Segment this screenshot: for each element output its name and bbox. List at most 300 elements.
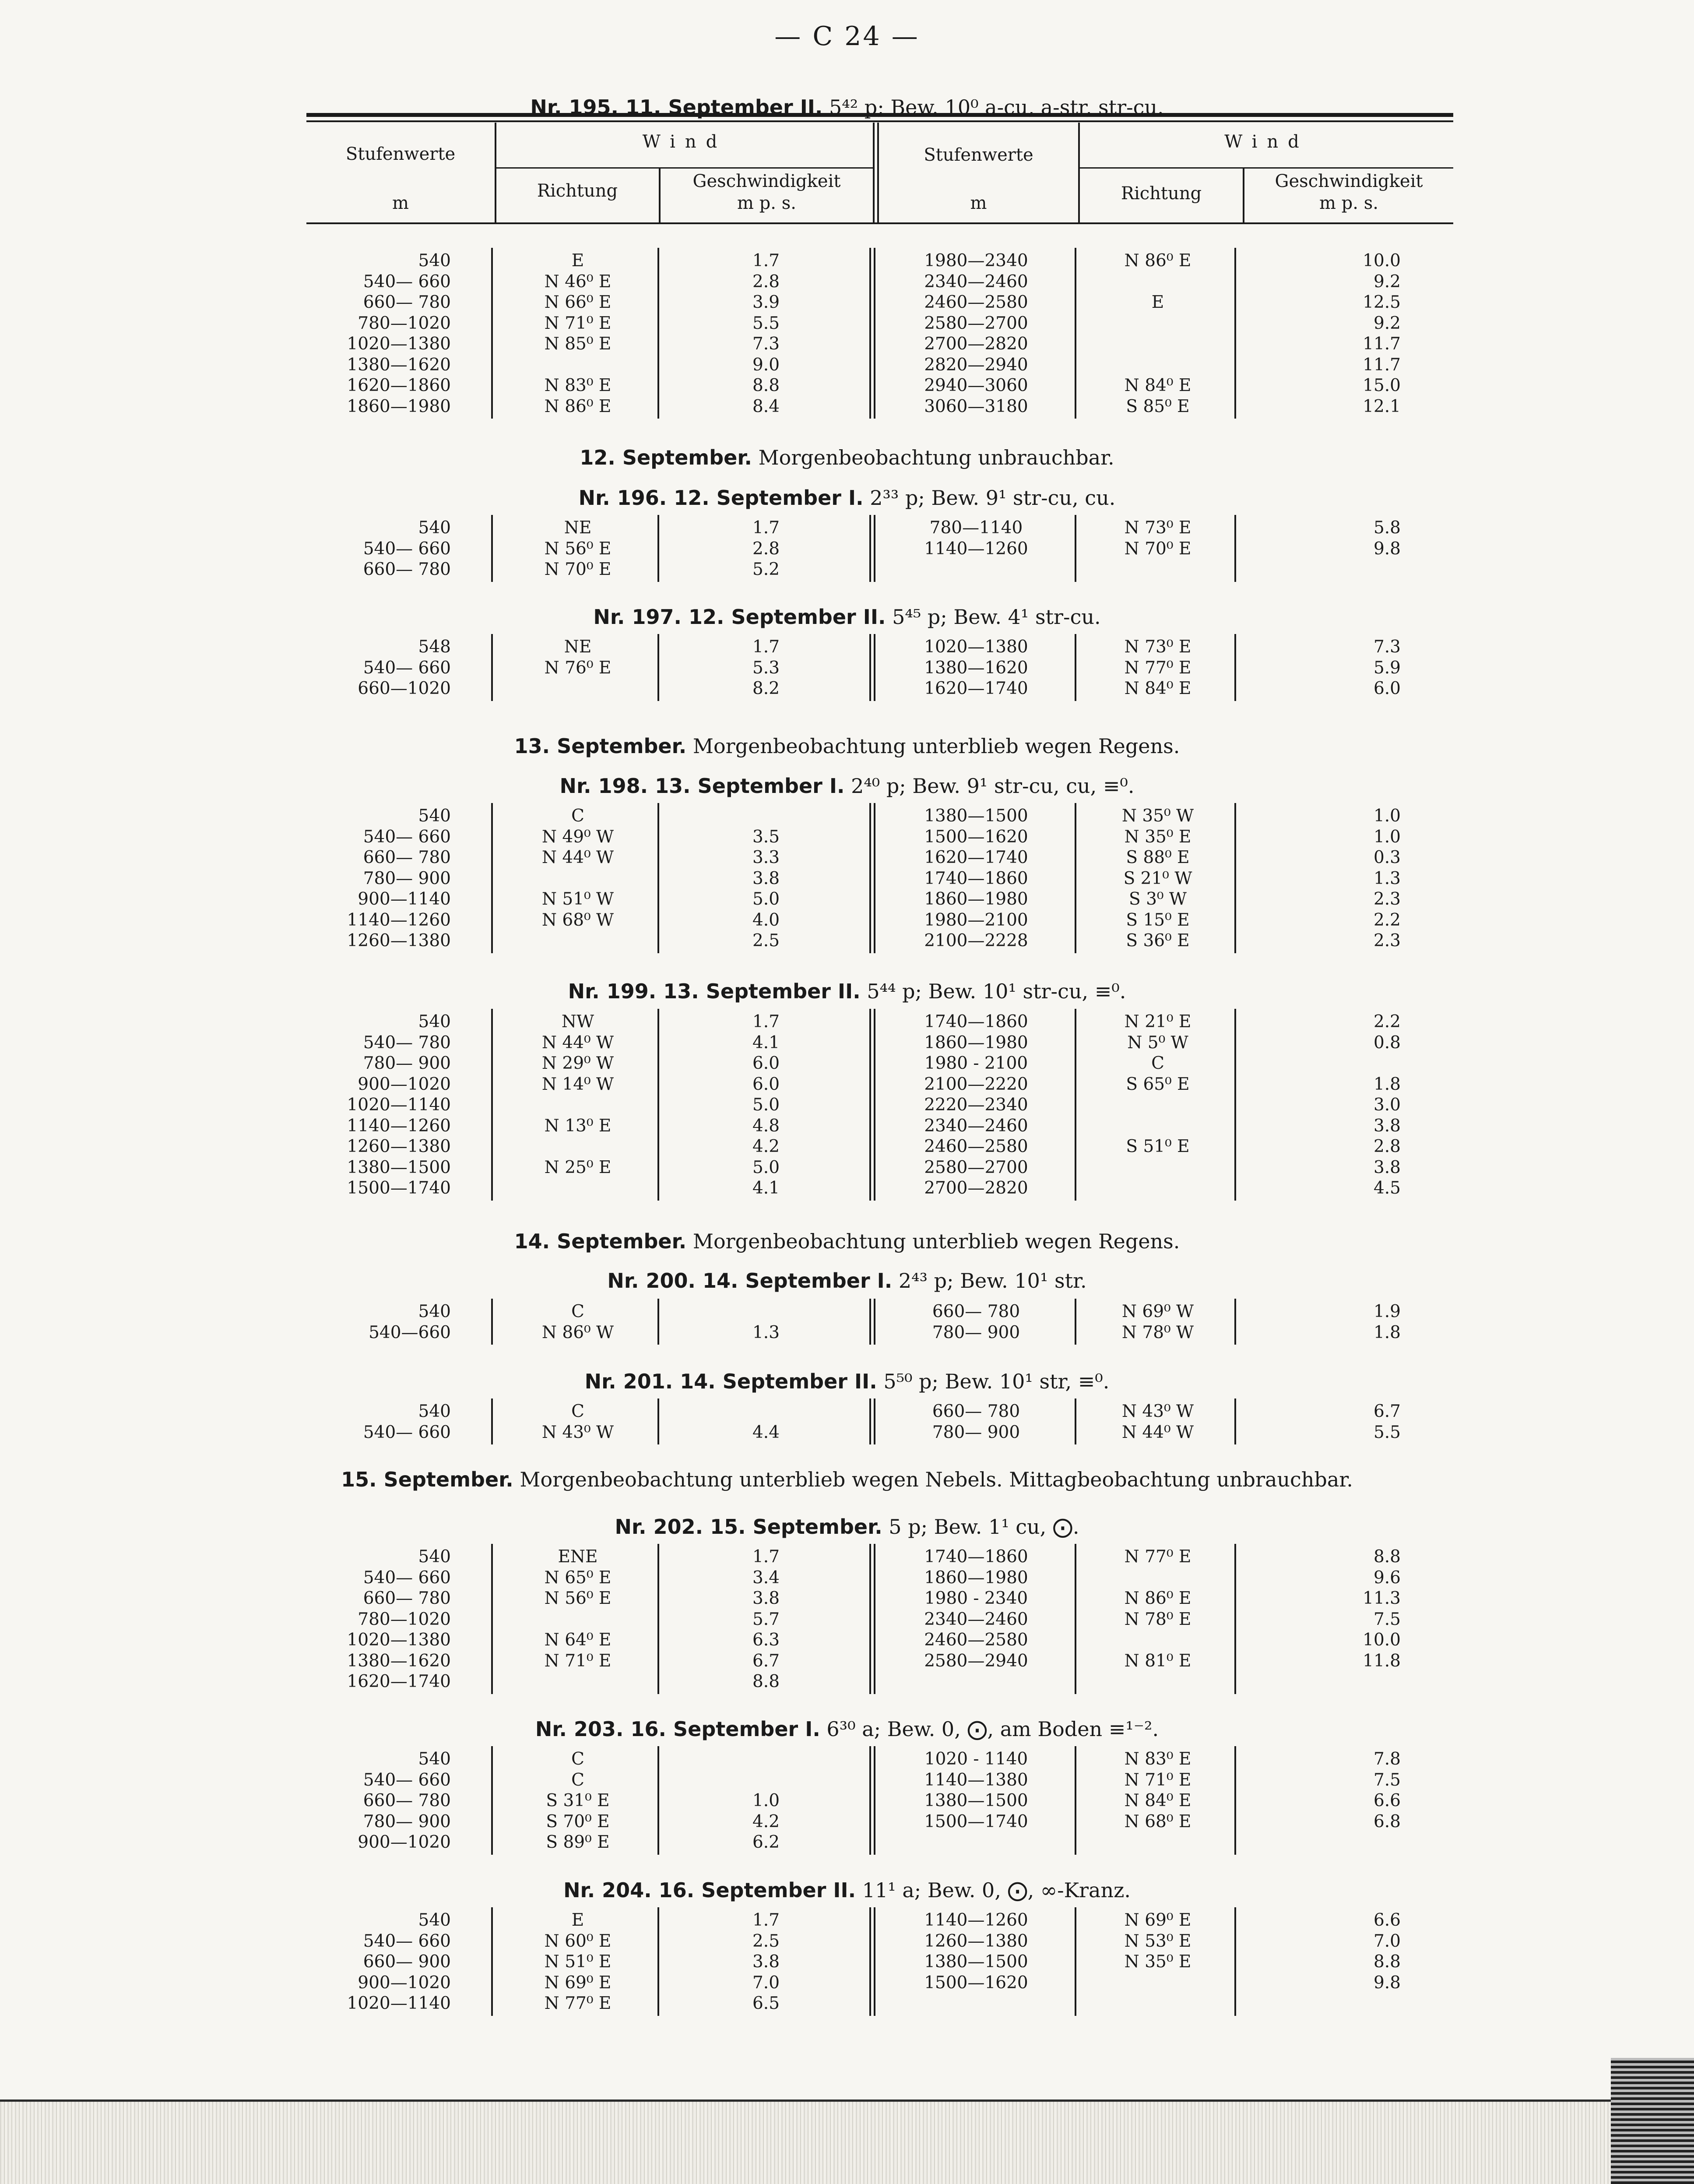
header-mps-left: m p. s. [737, 193, 796, 213]
direction-cell: N 66⁰ E [544, 292, 612, 312]
column-rule [657, 1746, 659, 1855]
column-double-rule [869, 1746, 875, 1855]
section-number: Nr. 201. 14. September II. [584, 1370, 877, 1393]
altitude-cell: 1860—1980 [924, 1032, 1028, 1053]
speed-cell: 5.8 [1373, 518, 1401, 538]
direction-cell: N 13⁰ E [544, 1116, 612, 1136]
direction-cell: N 35⁰ W [1121, 806, 1194, 826]
altitude-cell: 540— 780 [363, 1032, 451, 1053]
section-title [0, 95, 1694, 119]
note-date: 13. September. [514, 734, 687, 758]
altitude-cell: 2460—2580 [924, 1137, 1028, 1156]
direction-cell: N 56⁰ E [544, 539, 612, 559]
altitude-cell: 540— 660 [363, 1931, 451, 1951]
direction-cell: C [1151, 1053, 1164, 1073]
speed-cell: 9.8 [1373, 1973, 1401, 1993]
speed-cell: 4.2 [752, 1137, 780, 1156]
direction-cell: N 85⁰ E [544, 334, 612, 354]
altitude-cell: 2340—2460 [924, 1116, 1028, 1136]
header-wind-rule-right [1080, 167, 1453, 169]
altitude-cell: 900—1020 [358, 1973, 451, 1993]
speed-cell: 5.9 [1373, 658, 1401, 678]
column-rule [491, 248, 493, 419]
altitude-cell: 780—1140 [929, 518, 1023, 538]
speed-cell: 6.3 [752, 1630, 780, 1650]
altitude-cell: 1380—1500 [924, 1791, 1028, 1811]
altitude-cell: 1620—1740 [924, 679, 1028, 698]
direction-cell: NE [564, 518, 592, 538]
column-rule [657, 1544, 659, 1694]
column-rule [1075, 634, 1076, 701]
speed-cell: 7.3 [752, 334, 780, 354]
section-title [0, 1878, 1694, 1902]
direction-cell: N 70⁰ E [1124, 539, 1191, 559]
speed-cell: 8.8 [752, 376, 780, 395]
column-double-rule [869, 515, 875, 582]
direction-cell: N 51⁰ E [544, 1952, 612, 1972]
altitude-cell: 2100—2228 [924, 931, 1028, 951]
column-rule [491, 1746, 493, 1855]
direction-cell: S 88⁰ E [1126, 848, 1190, 867]
altitude-cell: 1260—1380 [924, 1931, 1028, 1951]
altitude-cell: 1740—1860 [924, 1012, 1028, 1032]
altitude-cell: 900—1020 [358, 1074, 451, 1094]
direction-cell: N 43⁰ W [541, 1422, 614, 1442]
altitude-cell: 540— 660 [363, 827, 451, 847]
speed-cell: 0.8 [1373, 1032, 1401, 1053]
altitude-cell: 1020—1380 [924, 637, 1028, 657]
direction-cell: C [571, 1302, 584, 1321]
speed-cell: 9.2 [1373, 271, 1401, 292]
altitude-cell: 2700—2820 [924, 1178, 1028, 1198]
direction-cell: N 78⁰ W [1121, 1322, 1194, 1342]
header-mps-right: m p. s. [1319, 193, 1378, 213]
speed-cell: 1.0 [1373, 827, 1401, 847]
altitude-cell: 780—1020 [358, 313, 451, 333]
speed-cell: 4.1 [752, 1032, 780, 1053]
speed-cell: 7.0 [1373, 1931, 1401, 1951]
direction-cell: N 35⁰ E [1124, 1952, 1191, 1972]
section-number: Nr. 203. 16. September I. [535, 1717, 820, 1741]
speed-cell: 3.4 [752, 1568, 780, 1588]
speed-cell: 2.8 [752, 539, 780, 559]
speed-cell: 1.0 [1373, 806, 1401, 826]
section-conditions: 11¹ a; Bew. 0, ⨀, ∞-Kranz. [856, 1878, 1131, 1902]
altitude-cell: 2220—2340 [924, 1095, 1028, 1115]
direction-cell: N 86⁰ E [1124, 251, 1191, 271]
column-rule [1075, 1746, 1076, 1855]
altitude-cell: 1980—2100 [924, 910, 1028, 930]
section-number: Nr. 195. 11. September II. [530, 95, 823, 119]
column-double-rule [869, 1299, 875, 1345]
altitude-cell: 540 [418, 1749, 451, 1769]
speed-cell: 5.5 [752, 313, 780, 333]
note-text: Morgenbeobachtung unbrauchbar. [752, 446, 1114, 469]
altitude-cell: 1380—1620 [347, 355, 451, 375]
altitude-cell: 2580—2700 [924, 1157, 1028, 1177]
column-rule [1075, 1544, 1076, 1694]
direction-cell: N 77⁰ E [544, 1994, 612, 2013]
speed-cell: 11.7 [1363, 334, 1401, 354]
altitude-cell: 2940—3060 [924, 376, 1028, 395]
direction-cell: N 53⁰ E [1124, 1931, 1191, 1951]
section-title [0, 1370, 1694, 1393]
speed-cell: 1.3 [752, 1322, 780, 1342]
direction-cell: S 36⁰ E [1126, 931, 1190, 951]
section-title [0, 1269, 1694, 1293]
direction-cell: N 84⁰ E [1124, 1791, 1191, 1811]
section-note [0, 734, 1694, 758]
direction-cell: ENE [558, 1547, 598, 1567]
header-stufenwerte-left: Stufenwerte [345, 144, 456, 164]
speed-cell: 1.8 [1373, 1074, 1401, 1094]
direction-cell: N 77⁰ E [1124, 658, 1191, 678]
altitude-cell: 2820—2940 [924, 355, 1028, 375]
column-rule [1234, 1398, 1236, 1444]
altitude-cell: 1980 - 2100 [924, 1053, 1028, 1073]
section-note [0, 1468, 1694, 1491]
section-note [0, 1229, 1694, 1253]
direction-cell: S 21⁰ W [1123, 868, 1192, 888]
direction-cell: N 73⁰ E [1124, 637, 1191, 657]
direction-cell: N 29⁰ W [541, 1053, 614, 1073]
speed-cell: 2.2 [1373, 1012, 1401, 1032]
direction-cell: S 70⁰ E [546, 1811, 610, 1832]
altitude-cell: 1020—1380 [347, 1630, 451, 1650]
section-note [0, 446, 1694, 469]
direction-cell: E [571, 251, 584, 271]
column-rule [1234, 634, 1236, 701]
section-number: Nr. 196. 12. September I. [578, 486, 864, 510]
section-conditions: 5 p; Bew. 1¹ cu, ⨀. [882, 1515, 1079, 1539]
direction-cell: N 86⁰ E [1124, 1589, 1191, 1608]
speed-cell: 5.0 [752, 889, 780, 909]
altitude-cell: 1380—1500 [924, 806, 1028, 826]
direction-cell: N 44⁰ W [1121, 1422, 1194, 1442]
column-rule [1234, 1907, 1236, 2016]
altitude-cell: 540— 660 [363, 658, 451, 678]
direction-cell: N 35⁰ E [1124, 827, 1191, 847]
note-text: Morgenbeobachtung unterblieb wegen Nebels. Mittagbeobachtung unbrauchbar. [513, 1468, 1353, 1491]
column-rule [657, 1299, 659, 1345]
altitude-cell: 1980—2340 [924, 251, 1028, 271]
speed-cell: 1.9 [1373, 1302, 1401, 1321]
direction-cell: S 89⁰ E [546, 1832, 610, 1852]
altitude-cell: 660— 780 [363, 560, 451, 579]
altitude-cell: 1380—1620 [924, 658, 1028, 678]
altitude-cell: 1620—1860 [347, 376, 451, 395]
altitude-cell: 1740—1860 [924, 1547, 1028, 1567]
direction-cell: N 43⁰ W [1121, 1402, 1194, 1421]
speed-cell: 6.7 [752, 1651, 780, 1671]
direction-cell: C [571, 806, 584, 826]
direction-cell: N 21⁰ E [1124, 1012, 1191, 1032]
speed-cell: 5.0 [752, 1157, 780, 1177]
speed-cell: 4.8 [752, 1116, 780, 1136]
speed-cell: 1.7 [752, 251, 780, 271]
column-rule [491, 634, 493, 701]
column-rule [657, 248, 659, 419]
speed-cell: 15.0 [1363, 376, 1401, 395]
direction-cell: S 15⁰ E [1126, 910, 1190, 930]
column-double-rule [869, 634, 875, 701]
altitude-cell: 2580—2700 [924, 313, 1028, 333]
direction-cell: C [571, 1749, 584, 1769]
speed-cell: 8.8 [1373, 1547, 1401, 1567]
section-conditions: 5⁴⁴ p; Bew. 10¹ str-cu, ≡⁰. [860, 979, 1126, 1003]
direction-cell: N 76⁰ E [544, 658, 612, 678]
altitude-cell: 540 [418, 251, 451, 271]
section-number: Nr. 204. 16. September II. [563, 1878, 856, 1902]
direction-cell: N 69⁰ E [544, 1973, 612, 1993]
altitude-cell: 1140—1260 [347, 1116, 451, 1136]
speed-cell: 8.8 [752, 1672, 780, 1691]
header-bottom-rule [306, 222, 1453, 224]
section-title [0, 979, 1694, 1003]
column-rule [657, 1907, 659, 2016]
altitude-cell: 660— 780 [363, 1791, 451, 1811]
speed-cell: 6.2 [752, 1832, 780, 1852]
section-title [0, 1515, 1694, 1539]
direction-cell: N 5⁰ W [1127, 1032, 1188, 1053]
speed-cell: 3.8 [752, 1589, 780, 1608]
altitude-cell: 1140—1260 [924, 1910, 1028, 1930]
direction-cell: N 44⁰ W [541, 848, 614, 867]
column-rule [1234, 1009, 1236, 1201]
column-rule [1075, 1299, 1076, 1345]
speed-cell: 4.5 [1373, 1178, 1401, 1198]
column-rule [491, 1907, 493, 2016]
altitude-cell: 780— 900 [363, 1811, 451, 1832]
speed-cell: 6.5 [752, 1994, 780, 2013]
speed-cell: 5.5 [1373, 1422, 1401, 1442]
altitude-cell: 2580—2940 [924, 1651, 1028, 1671]
speed-cell: 12.5 [1363, 292, 1401, 312]
speed-cell: 3.8 [752, 868, 780, 888]
speed-cell: 2.5 [752, 1931, 780, 1951]
column-rule [491, 1398, 493, 1444]
section-conditions: 5⁴² p; Bew. 10⁰ a-cu, a-str, str-cu. [822, 95, 1164, 119]
direction-cell: N 46⁰ E [544, 271, 612, 292]
direction-cell: N 25⁰ E [544, 1157, 612, 1177]
altitude-cell: 2340—2460 [924, 271, 1028, 292]
altitude-cell: 1140—1260 [924, 539, 1028, 559]
speed-cell: 5.3 [752, 658, 780, 678]
speed-cell: 9.0 [752, 355, 780, 375]
altitude-cell: 1500—1740 [924, 1811, 1028, 1832]
altitude-cell: 548 [418, 637, 451, 657]
altitude-cell: 1140—1380 [924, 1770, 1028, 1790]
altitude-cell: 1980 - 2340 [924, 1589, 1028, 1608]
direction-cell: N 84⁰ E [1124, 376, 1191, 395]
column-rule [491, 1299, 493, 1345]
altitude-cell: 660— 780 [932, 1402, 1020, 1421]
altitude-cell: 900—1020 [358, 1832, 451, 1852]
direction-cell: N 83⁰ E [1124, 1749, 1191, 1769]
section-conditions: 2⁴⁰ p; Bew. 9¹ str-cu, cu, ≡⁰. [844, 774, 1135, 798]
header-geschw-right: Geschwindigkeit [1275, 171, 1423, 191]
direction-cell: S 85⁰ E [1126, 396, 1190, 416]
column-rule [1234, 515, 1236, 582]
column-rule [1234, 803, 1236, 953]
section-number: Nr. 200. 14. September I. [607, 1269, 893, 1293]
altitude-cell: 660— 780 [363, 1589, 451, 1608]
altitude-cell: 540—660 [369, 1322, 451, 1342]
direction-cell: N 14⁰ W [541, 1074, 614, 1094]
direction-cell: N 71⁰ E [544, 1651, 612, 1671]
altitude-cell: 540 [418, 1302, 451, 1321]
direction-cell: N 69⁰ E [1124, 1910, 1191, 1930]
altitude-cell: 1140—1260 [347, 910, 451, 930]
speed-cell: 10.0 [1363, 1630, 1401, 1650]
speed-cell: 9.6 [1373, 1568, 1401, 1588]
altitude-cell: 540— 660 [363, 271, 451, 292]
column-rule [657, 1009, 659, 1201]
column-double-rule [869, 1907, 875, 2016]
column-rule [657, 1398, 659, 1444]
section-number: Nr. 202. 15. September. [615, 1515, 882, 1539]
speed-cell: 3.9 [752, 292, 780, 312]
speed-cell: 4.0 [752, 910, 780, 930]
note-text: Morgenbeobachtung unterblieb wegen Regens. [686, 734, 1180, 758]
header-unit-left: m [392, 193, 409, 213]
direction-cell: C [571, 1770, 584, 1790]
note-text: Morgenbeobachtung unterblieb wegen Regens. [686, 1229, 1180, 1253]
section-conditions: 5⁴⁵ p; Bew. 4¹ str-cu. [886, 605, 1101, 629]
header-double-divider [873, 123, 879, 222]
speed-cell: 11.8 [1363, 1651, 1401, 1671]
altitude-cell: 540— 660 [363, 1422, 451, 1442]
speed-cell: 8.8 [1373, 1952, 1401, 1972]
header-geschw-left: Geschwindigkeit [692, 171, 841, 191]
altitude-cell: 540 [418, 806, 451, 826]
altitude-cell: 1020—1140 [347, 1095, 451, 1115]
column-rule [491, 803, 493, 953]
speed-cell: 1.7 [752, 1910, 780, 1930]
altitude-cell: 2460—2580 [924, 292, 1028, 312]
header-richtung-left: Richtung [537, 181, 618, 201]
direction-cell: C [571, 1402, 584, 1421]
section-conditions: 2³³ p; Bew. 9¹ str-cu, cu. [863, 486, 1116, 510]
altitude-cell: 1860—1980 [347, 396, 451, 416]
speed-cell: 7.5 [1373, 1609, 1401, 1629]
direction-cell: N 44⁰ W [541, 1032, 614, 1053]
column-rule [657, 515, 659, 582]
speed-cell: 9.2 [1373, 313, 1401, 333]
altitude-cell: 780— 900 [363, 1053, 451, 1073]
header-wind-left: Wind [642, 132, 727, 152]
direction-cell: N 73⁰ E [1124, 518, 1191, 538]
direction-cell: N 86⁰ W [541, 1322, 614, 1342]
altitude-cell: 1860—1980 [924, 889, 1028, 909]
altitude-cell: 1380—1500 [924, 1952, 1028, 1972]
direction-cell: S 65⁰ E [1126, 1074, 1190, 1094]
speed-cell: 3.0 [1373, 1095, 1401, 1115]
speed-cell: 3.5 [752, 827, 780, 847]
speed-cell: 7.3 [1373, 637, 1401, 657]
header-wind-right: Wind [1224, 132, 1309, 152]
altitude-cell: 1620—1740 [347, 1672, 451, 1691]
speed-cell: 2.8 [752, 271, 780, 292]
direction-cell: N 77⁰ E [1124, 1547, 1191, 1567]
header-top-rule-2 [306, 120, 1453, 122]
altitude-cell: 1260—1380 [347, 931, 451, 951]
direction-cell: NW [561, 1012, 594, 1032]
direction-cell: N 68⁰ W [541, 910, 614, 930]
speed-cell: 6.0 [752, 1053, 780, 1073]
column-double-rule [869, 248, 875, 419]
speed-cell: 7.8 [1373, 1749, 1401, 1769]
direction-cell: S 3⁰ W [1128, 889, 1187, 909]
altitude-cell: 780— 900 [932, 1422, 1020, 1442]
column-rule [657, 803, 659, 953]
speed-cell: 6.6 [1373, 1791, 1401, 1811]
direction-cell: N 60⁰ E [544, 1931, 612, 1951]
speed-cell: 5.7 [752, 1609, 780, 1629]
speed-cell: 3.8 [1373, 1116, 1401, 1136]
speed-cell: 4.2 [752, 1811, 780, 1832]
direction-cell: N 70⁰ E [544, 560, 612, 579]
direction-cell: N 69⁰ W [1121, 1302, 1194, 1321]
speed-cell: 2.3 [1373, 931, 1401, 951]
altitude-cell: 2100—2220 [924, 1074, 1028, 1094]
speed-cell: 5.0 [752, 1095, 780, 1115]
direction-cell: N 68⁰ E [1124, 1811, 1191, 1832]
speed-cell: 6.0 [752, 1074, 780, 1094]
altitude-cell: 1500—1740 [347, 1178, 451, 1198]
speed-cell: 2.3 [1373, 889, 1401, 909]
speed-cell: 6.7 [1373, 1402, 1401, 1421]
altitude-cell: 660— 780 [363, 848, 451, 867]
section-number: Nr. 197. 12. September II. [593, 605, 886, 629]
section-title [0, 605, 1694, 629]
column-double-rule [869, 1544, 875, 1694]
altitude-cell: 540 [418, 518, 451, 538]
speed-cell: 11.3 [1363, 1589, 1401, 1608]
scan-stripe [1611, 2058, 1694, 2184]
altitude-cell: 660— 780 [932, 1302, 1020, 1321]
column-rule [1234, 248, 1236, 419]
direction-cell: N 51⁰ W [541, 889, 614, 909]
direction-cell: N 83⁰ E [544, 376, 612, 395]
altitude-cell: 660—1020 [358, 679, 451, 698]
altitude-cell: 540 [418, 1910, 451, 1930]
speed-cell: 6.8 [1373, 1811, 1401, 1832]
altitude-cell: 780— 900 [363, 868, 451, 888]
speed-cell: 2.2 [1373, 910, 1401, 930]
column-rule [1234, 1746, 1236, 1855]
direction-cell: S 51⁰ E [1126, 1137, 1190, 1156]
column-rule [1234, 1299, 1236, 1345]
altitude-cell: 1020—1380 [347, 334, 451, 354]
direction-cell: N 78⁰ E [1124, 1609, 1191, 1629]
direction-cell: N 56⁰ E [544, 1589, 612, 1608]
speed-cell: 11.7 [1363, 355, 1401, 375]
direction-cell: E [571, 1910, 584, 1930]
direction-cell: S 31⁰ E [546, 1791, 610, 1811]
speed-cell: 1.8 [1373, 1322, 1401, 1342]
altitude-cell: 780— 900 [932, 1322, 1020, 1342]
speed-cell: 8.4 [752, 396, 780, 416]
direction-cell: N 81⁰ E [1124, 1651, 1191, 1671]
altitude-cell: 1500—1620 [924, 827, 1028, 847]
altitude-cell: 3060—3180 [924, 396, 1028, 416]
speed-cell: 1.7 [752, 1547, 780, 1567]
section-number: Nr. 199. 13. September II. [568, 979, 861, 1003]
speed-cell: 1.0 [752, 1791, 780, 1811]
direction-cell: E [1151, 292, 1164, 312]
column-rule [1075, 803, 1076, 953]
